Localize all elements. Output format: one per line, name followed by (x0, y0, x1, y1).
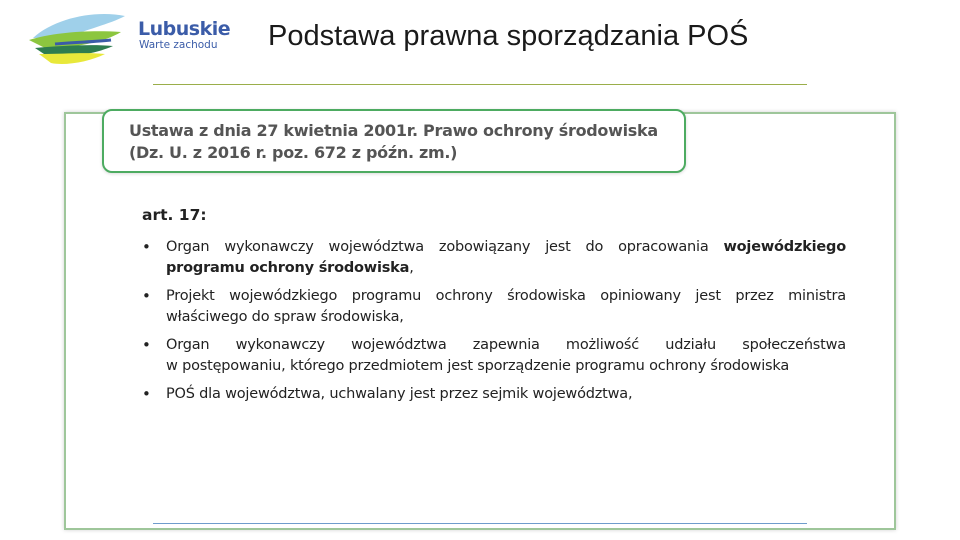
list-item-text: w postępowaniu, którego przedmiotem jest sporządzenie programu ochrony środowiska (166, 358, 790, 374)
list-item-text: Projekt wojewódzkiego programu ochrony środowiska opiniowany jest przez ministra (166, 288, 846, 304)
article-heading: art. 17: (142, 206, 207, 224)
lubuskie-logo (25, 8, 235, 70)
list-item (142, 286, 846, 328)
bottom-divider (153, 523, 807, 524)
law-reference-box (102, 109, 686, 173)
bullet-icon: • (142, 287, 151, 305)
list-item (142, 237, 846, 279)
list-item (142, 384, 846, 405)
lubuskie-logo-icon (25, 8, 135, 70)
list-item-line (166, 237, 846, 258)
list-item-text: Organ wykonawczy województwa zapewnia możliwość udziału społeczeństwa (166, 337, 846, 353)
list-item-text: , (409, 260, 414, 276)
list-item-text: POŚ dla województwa, uchwalany jest przez sejmik województwa, (166, 386, 633, 402)
logo-name: Lubuskie (138, 18, 231, 40)
list-item-emphasis: programu ochrony środowiska (166, 260, 410, 276)
title-divider (153, 84, 807, 85)
article-bullet-list (142, 237, 846, 412)
list-item-text: Organ wykonawczy województwa zobowiązany jest do opracowania (166, 239, 724, 255)
logo-tagline: Warte zachodu (139, 39, 218, 51)
law-title: Ustawa z dnia 27 kwietnia 2001r. Prawo ochrony środowiska (129, 121, 658, 140)
law-citation: (Dz. U. z 2016 r. poz. 672 z późn. zm.) (129, 143, 458, 162)
list-item (142, 335, 846, 377)
page-title: Podstawa prawna sporządzania POŚ (268, 20, 749, 52)
list-item-line (166, 258, 846, 279)
list-item-text: właściwego do spraw środowiska, (166, 309, 404, 325)
bullet-icon: • (142, 336, 151, 354)
bullet-icon: • (142, 385, 151, 403)
list-item-emphasis: wojewódzkiego (723, 239, 846, 255)
bullet-icon: • (142, 238, 151, 256)
